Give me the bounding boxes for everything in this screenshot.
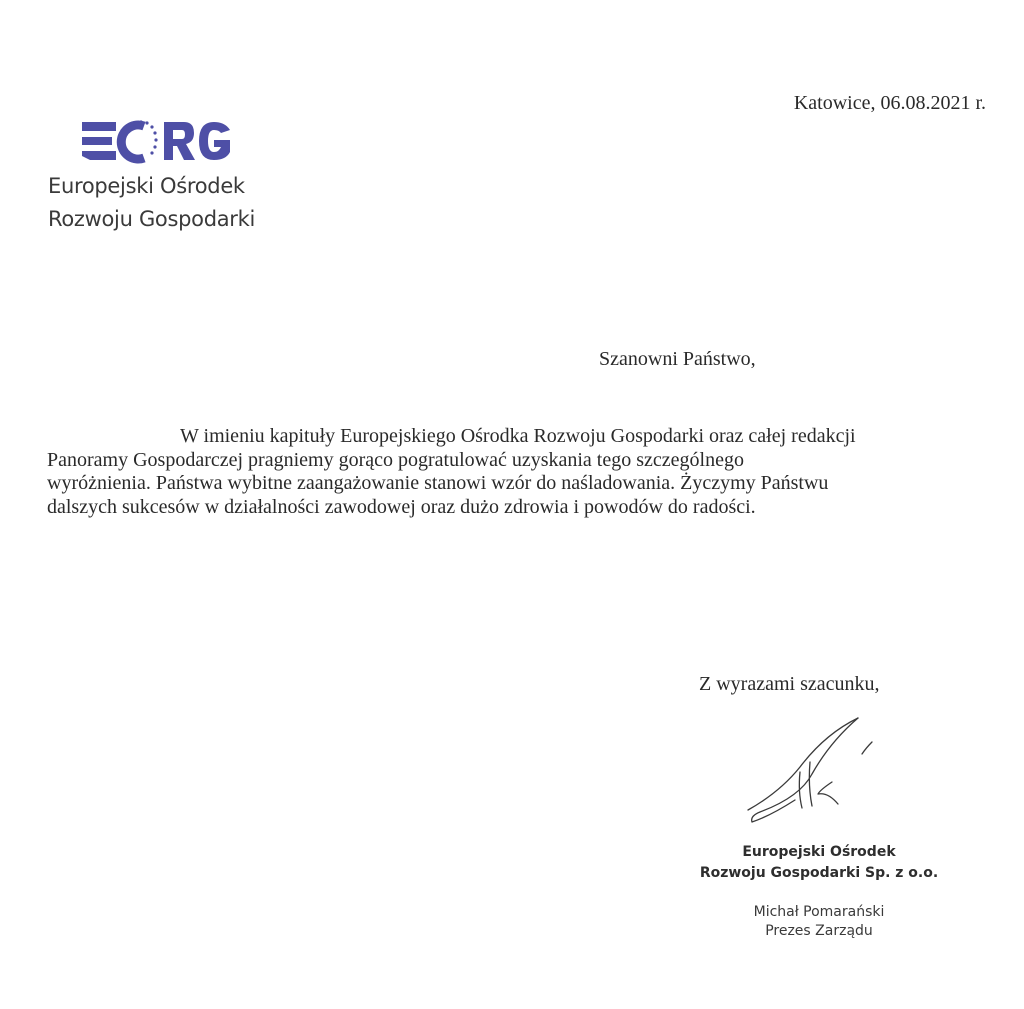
date-line: Katowice, 06.08.2021 r. <box>793 92 986 114</box>
body-line: dalszych sukcesów w działalności zawodowej oraz dużo zdrowia i powodów do radości. <box>47 495 756 518</box>
handwritten-signature-icon <box>740 712 890 832</box>
signer-title: Prezes Zarządu <box>765 923 873 939</box>
signer-name: Michał Pomarański <box>753 904 885 920</box>
company-name <box>684 842 954 884</box>
company-line1: Europejski Ośrodek <box>742 844 896 860</box>
letter-body <box>47 425 987 519</box>
org-name-line2: Rozwoju Gospodarki <box>48 207 256 231</box>
salutation: Szanowni Państwo, <box>599 348 756 370</box>
company-line2: Rozwoju Gospodarki Sp. z o.o. <box>699 865 939 881</box>
body-line: W imieniu kapituły Europejskiego Ośrodka Rozwoju Gospodarki oraz całej redakcji <box>180 425 856 447</box>
signer-block <box>684 903 954 941</box>
closing-line: Z wyrazami szacunku, <box>699 673 880 695</box>
body-line: wyróżnienia. Państwa wybitne zaangażowanie stanowi wzór do naśladowania. Życzymy Państwu <box>47 472 829 494</box>
body-line: Panoramy Gospodarczej pragniemy gorąco pogratulować uzyskania tego szczególnego <box>47 448 744 471</box>
eorg-logo-icon <box>82 118 232 164</box>
org-name-line1: Europejski Ośrodek <box>48 174 245 198</box>
